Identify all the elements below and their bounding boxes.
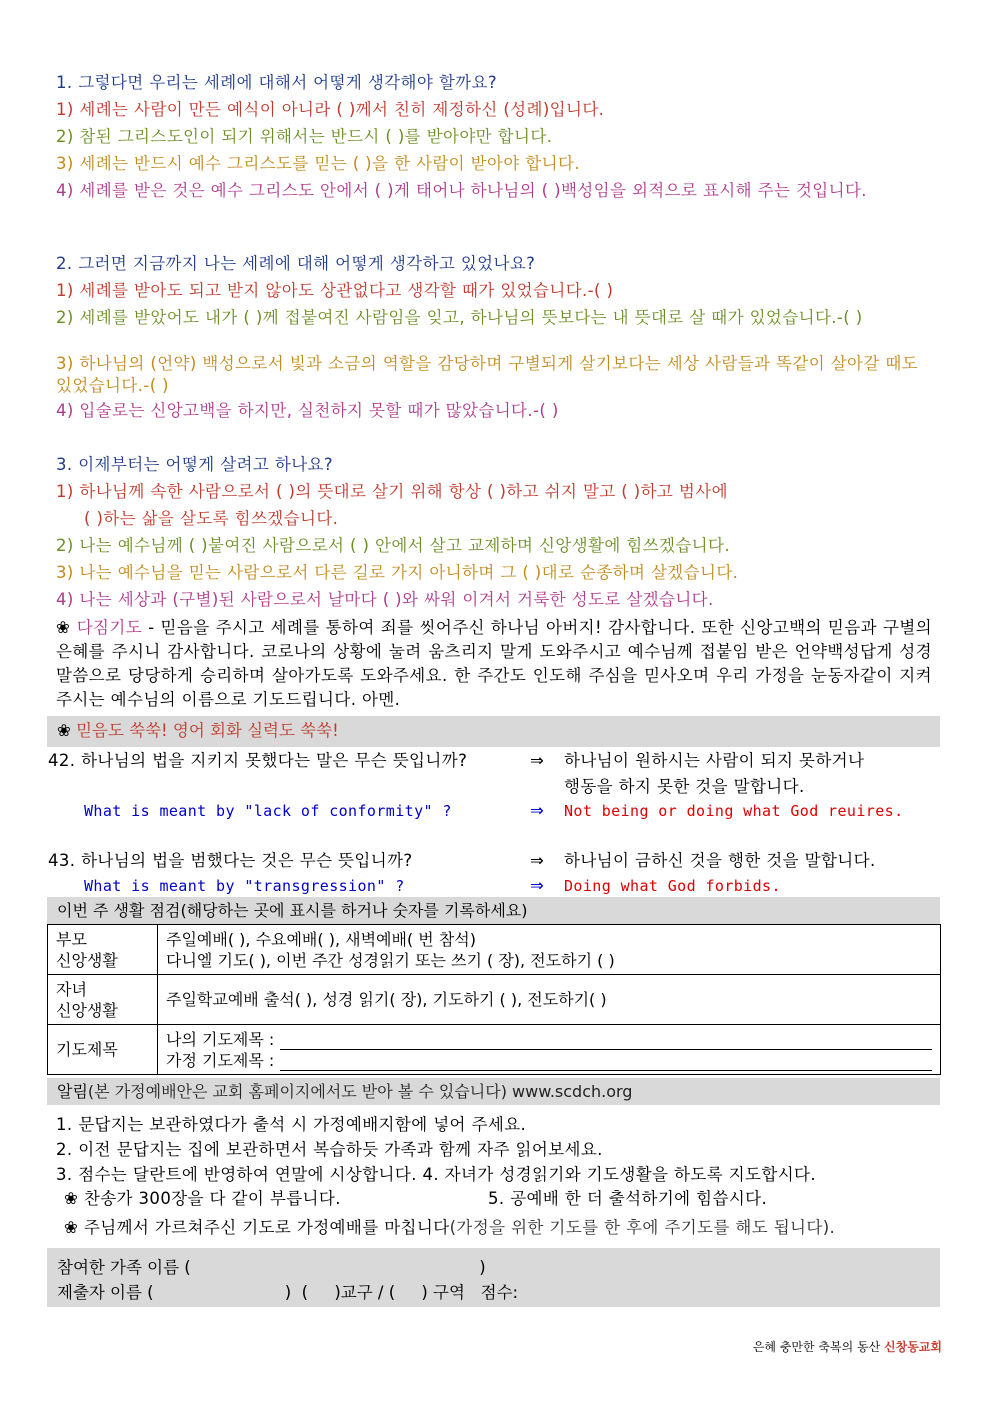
footer-text: 은혜 충만한 축복의 동산 <box>752 1340 881 1354</box>
submitter-line[interactable]: 제출자 이름 ( ) ( )교구 / ( ) 구역 점수: <box>57 1283 519 1302</box>
prayer-label: 다짐기도 <box>76 618 143 637</box>
qa42-question-en: What is meant by "lack of conformity" ? <box>84 802 452 820</box>
q3-item-1-cont: ( )하는 삶을 살도록 힘쓰겠습니다. <box>84 509 339 528</box>
notice-header-title: 알림 <box>57 1082 88 1101</box>
family-prayer-field[interactable] <box>280 1054 932 1071</box>
submission-box <box>47 1248 940 1307</box>
notice-closing <box>64 1217 835 1239</box>
family-prayer-row <box>166 1050 932 1071</box>
qa43-answer: 하나님이 금하신 것을 행한 것을 말합니다. <box>564 851 876 870</box>
qa42-answer-en: Not being or doing what God reuires. <box>564 802 904 820</box>
parent-check-cell[interactable] <box>158 925 941 975</box>
row-label <box>48 975 158 1025</box>
arrow-icon: ⇒ <box>530 851 545 870</box>
table-row <box>48 975 941 1025</box>
family-names-line[interactable]: 참여한 가족 이름 ( ) <box>57 1258 486 1277</box>
check-header <box>47 897 940 924</box>
check-header-note: (해당하는 곳에 표시를 하거나 숫자를 기록하세요) <box>180 901 528 920</box>
parent-check-line2: 다니엘 기도( ), 이번 주간 성경읽기 또는 쓰기 ( 장), 전도하기 ( ) <box>166 950 615 970</box>
prayer-topic-cell[interactable] <box>158 1025 941 1075</box>
notice-item-3: 3. 점수는 달란트에 반영하여 연말에 시상합니다. 4. 자녀가 성경읽기와 기도생활을 하도록 지도합시다. <box>56 1165 817 1184</box>
notice-item-1: 1. 문답지는 보관하였다가 출석 시 가정예배지함에 넣어 주세요. <box>56 1115 527 1134</box>
prayer-paragraph <box>56 616 932 712</box>
row-label <box>48 925 158 975</box>
english-banner <box>47 716 940 747</box>
flower-icon: ❀ <box>56 618 71 637</box>
q1-item-3: 3) 세례는 반드시 예수 그리스도를 믿는 ( )을 한 사람이 받아야 합니다. <box>56 154 580 173</box>
row-label-line: 기도제목 <box>56 1040 118 1059</box>
qa43-answer-en: Doing what God forbids. <box>564 877 781 895</box>
notice-hymn: ❀ 찬송가 300장을 다 같이 부릅니다. <box>64 1189 341 1208</box>
q3-title: 3. 이제부터는 어떻게 살려고 하나요? <box>56 455 334 474</box>
row-label-line: 신앙생활 <box>56 950 118 970</box>
table-row <box>48 925 941 975</box>
q1-title: 1. 그렇다면 우리는 세례에 대해서 어떻게 생각해야 할까요? <box>56 73 498 92</box>
q1-item-1: 1) 세례는 사람이 만든 예식이 아니라 ( )께서 친히 제정하신 (성례)입니다. <box>56 100 605 119</box>
q2-item-3: 3) 하나님의 (언약) 백성으로서 빛과 소금의 역할을 감당하며 구별되게 살기보다는 세상 사람들과 똑같이 살아갈 때도 있었습니다.-( ) <box>56 354 919 395</box>
qa43-question: 43. 하나님의 법을 범했다는 것은 무슨 뜻입니까? <box>48 851 413 870</box>
notice-header <box>47 1078 940 1105</box>
notice-item-2: 2. 이전 문답지는 집에 보관하면서 복습하듯 가족과 함께 자주 읽어보세요. <box>56 1140 603 1159</box>
arrow-icon: ⇒ <box>530 801 545 820</box>
family-prayer-label: 가정 기도제목 : <box>166 1050 275 1070</box>
my-prayer-field[interactable] <box>280 1033 932 1050</box>
q2-item-4: 4) 입술로는 신앙고백을 하지만, 실천하지 못할 때가 많았습니다.-( ) <box>56 401 559 420</box>
notice-header-note: (본 가정예배안은 교회 홈페이지에서도 받아 볼 수 있습니다) www.scdch.org <box>87 1082 633 1101</box>
q3-item-3: 3) 나는 예수님을 믿는 사람으로서 다른 길로 가지 아니하며 그 ( )대로 순종하며 살겠습니다. <box>56 563 739 582</box>
row-label-line: 자녀 <box>56 979 87 999</box>
row-label <box>48 1025 158 1075</box>
q3-item-1: 1) 하나님께 속한 사람으로서 ( )의 뜻대로 살기 위해 항상 ( )하고 쉬지 말고 ( )하고 범사에 <box>56 482 728 501</box>
q1-item-4: 4) 세례를 받은 것은 예수 그리스도 안에서 ( )게 태어나 하나님의 ( )백성임을 외적으로 표시해 주는 것입니다. <box>56 181 867 200</box>
q2-item-2: 2) 세례를 받았어도 내가 ( )께 접붙여진 사람임을 잊고, 하나님의 뜻보다는 내 뜻대로 살 때가 있었습니다.-( ) <box>56 308 863 327</box>
q2-title: 2. 그러면 지금까지 나는 세례에 대해 어떻게 생각하고 있었나요? <box>56 254 536 273</box>
my-prayer-label: 나의 기도제목 : <box>166 1029 275 1049</box>
flower-icon: ❀ <box>57 721 71 740</box>
notice-closing-text: ❀ 주님께서 가르쳐주신 기도로 가정예배를 마칩니다 <box>64 1218 450 1237</box>
notice-item-5: 5. 공예배 한 더 출석하기에 힘씁시다. <box>488 1189 768 1208</box>
church-name: 신창동교회 <box>884 1340 942 1354</box>
qa42-answer-line1: 하나님이 원하시는 사람이 되지 못하거나 <box>564 751 865 770</box>
footer <box>753 1338 942 1355</box>
q2-item-1: 1) 세례를 받아도 되고 받지 않아도 상관없다고 생각할 때가 있었습니다.-( ) <box>56 281 614 300</box>
arrow-icon: ⇒ <box>530 876 545 895</box>
notice-closing-note: (가정을 위한 기도를 한 후에 주기도를 해도 됩니다). <box>449 1218 836 1237</box>
table-row <box>48 1025 941 1075</box>
check-header-title: 이번 주 생활 점검 <box>57 901 181 920</box>
parent-check-line1: 주일예배( ), 수요예배( ), 새벽예배( 번 참석) <box>166 929 476 949</box>
arrow-icon: ⇒ <box>530 751 545 770</box>
qa42-answer-line2: 행동을 하지 못한 것을 말합니다. <box>564 777 805 796</box>
prayer-text: - 믿음을 주시고 세례를 통하여 죄를 씻어주신 하나님 아버지! 감사합니다. 또한 신앙고백의 믿음과 구별의 은혜를 주시니 감사합니다. 코로나의 상황에 눌려 움츠리지 말게 도와주시고 예수님께 접붙임 받은 언약백성답게 성경말씀으로 당당하게 승리하며 살아가도록 도와주세요. 한 주간도 인도해 주심을 믿사오며 우리 가정을 눈동자같이 지켜주시는 예수님의 이름으로 기도드립니다. 아멘. <box>56 618 933 709</box>
q3-item-2: 2) 나는 예수님께 ( )붙여진 사람으로서 ( ) 안에서 살고 교제하며 신앙생활에 힘쓰겠습니다. <box>56 536 730 555</box>
my-prayer-row <box>166 1029 932 1050</box>
q3-item-4: 4) 나는 세상과 (구별)된 사람으로서 날마다 ( )와 싸워 이겨서 거룩한 성도로 살겠습니다. <box>56 590 714 609</box>
weekly-check-table <box>47 924 941 1075</box>
qa42-question: 42. 하나님의 법을 지키지 못했다는 말은 무슨 뜻입니까? <box>48 751 468 770</box>
child-check-cell[interactable] <box>158 975 941 1025</box>
english-banner-text: 믿음도 쑥쑥! 영어 회화 실력도 쑥쑥! <box>76 721 339 740</box>
child-check-line1: 주일학교예배 출석( ), 성경 읽기( 장), 기도하기 ( ), 전도하기( ) <box>166 990 607 1009</box>
row-label-line: 신앙생활 <box>56 1000 118 1020</box>
q1-item-2: 2) 참된 그리스도인이 되기 위해서는 반드시 ( )를 받아야만 합니다. <box>56 127 553 146</box>
row-label-line: 부모 <box>56 929 87 949</box>
qa43-question-en: What is meant by "transgression" ? <box>84 877 405 895</box>
